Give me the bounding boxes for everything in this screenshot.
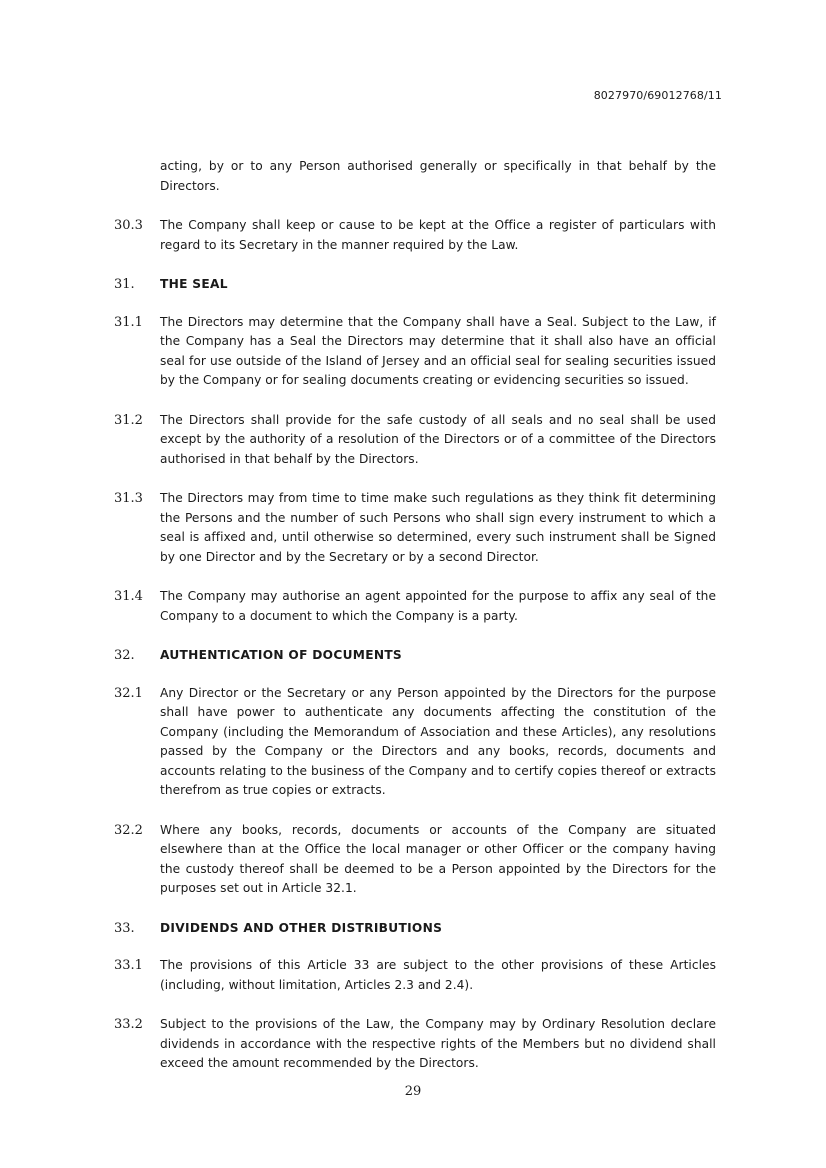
clause-31-4 [0, 587, 826, 626]
clause-number: 30.3 [114, 218, 143, 233]
clause-text: Where any books, records, documents or accounts of the Company are situated elsewhere than at the Office the local manager or other Officer or the company having the custody thereof shall be deemed to be a Person appointed by the Directors for the purposes set out in Article 32.1. [160, 822, 716, 895]
page-number: 29 [404, 1084, 422, 1099]
clause-33-2 [0, 1015, 826, 1074]
clause-31-3 [0, 489, 826, 567]
clause-30-3 [0, 216, 826, 255]
clause-number: 31.4 [114, 589, 143, 604]
clause-number: 33.2 [114, 1017, 143, 1032]
clause-text: Any Director or the Secretary or any Person appointed by the Directors for the purpose shall have power to authenticate any documents affecting the constitution of the Company (including the Memorandum of Association and these Articles), any resolutions passed by the Company or the Directors and any books, records, documents and accounts relating to the business of the Company and to certify copies thereof or extracts therefrom as true copies or extracts. [160, 685, 716, 797]
clause-32-2 [0, 821, 826, 899]
clause-number: 31.3 [114, 491, 143, 506]
continuation-paragraph [0, 157, 826, 196]
section-33-heading [0, 919, 826, 939]
clause-number: 31.2 [114, 412, 143, 428]
clause-31-2 [0, 411, 826, 470]
section-title: DIVIDENDS AND OTHER DISTRIBUTIONS [160, 920, 443, 935]
clause-33-1 [0, 956, 826, 995]
clause-text: The Directors may determine that the Company shall have a Seal. Subject to the Law, if the Company has a Seal the Directors may determine that it shall also have an official seal for use outside of the Island of Jersey and an official seal for sealing securities issued by the Company or for sealing documents creating or evidencing securities so issued. [160, 314, 716, 387]
clause-text: The Company may authorise an agent appointed for the purpose to affix any seal of the Company to a document to which the Company is a party. [160, 589, 716, 623]
section-number: 31. [114, 277, 135, 292]
clause-text: The provisions of this Article 33 are subject to the other provisions of these Articles (including, without limitation, Articles 2.3 and 2.4). [160, 958, 716, 992]
clause-number: 33.1 [114, 958, 143, 973]
clause-text: Subject to the provisions of the Law, the Company may by Ordinary Resolution declare dividends in accordance with the respective rights of the Members but no dividend shall exceed the amount recommended by the Directors. [160, 1017, 716, 1070]
section-number: 32. [114, 648, 135, 663]
clause-31-1 [0, 313, 826, 391]
section-title: AUTHENTICATION OF DOCUMENTS [160, 648, 403, 662]
clause-number: 31.1 [114, 314, 143, 330]
clause-text: The Company shall keep or cause to be kept at the Office a register of particulars with regard to its Secretary in the manner required by the Law. [160, 218, 716, 252]
section-title: THE SEAL [160, 277, 228, 291]
clause-text: The Directors shall provide for the safe custody of all seals and no seal shall be used except by the authority of a resolution of the Directors or of a committee of the Directors authorised in that behalf by the Directors. [160, 412, 716, 466]
section-32-heading [0, 646, 826, 666]
document-reference: 8027970/69012768/11 [593, 89, 722, 102]
paragraph-text: acting, by or to any Person authorised generally or specifically in that behalf by the Directors. [160, 159, 716, 193]
section-number: 33. [114, 920, 135, 936]
clause-number: 32.1 [114, 685, 143, 701]
section-31-heading [0, 275, 826, 295]
document-body [0, 157, 826, 1094]
clause-32-1 [0, 684, 826, 801]
clause-number: 32.2 [114, 822, 143, 838]
clause-text: The Directors may from time to time make such regulations as they think fit determining the Persons and the number of such Persons who shall sign every instrument to which a seal is affixed and, until otherwise so determined, every such instrument shall be Signed by one Director and by the Secretary or by a second Director. [160, 491, 716, 564]
